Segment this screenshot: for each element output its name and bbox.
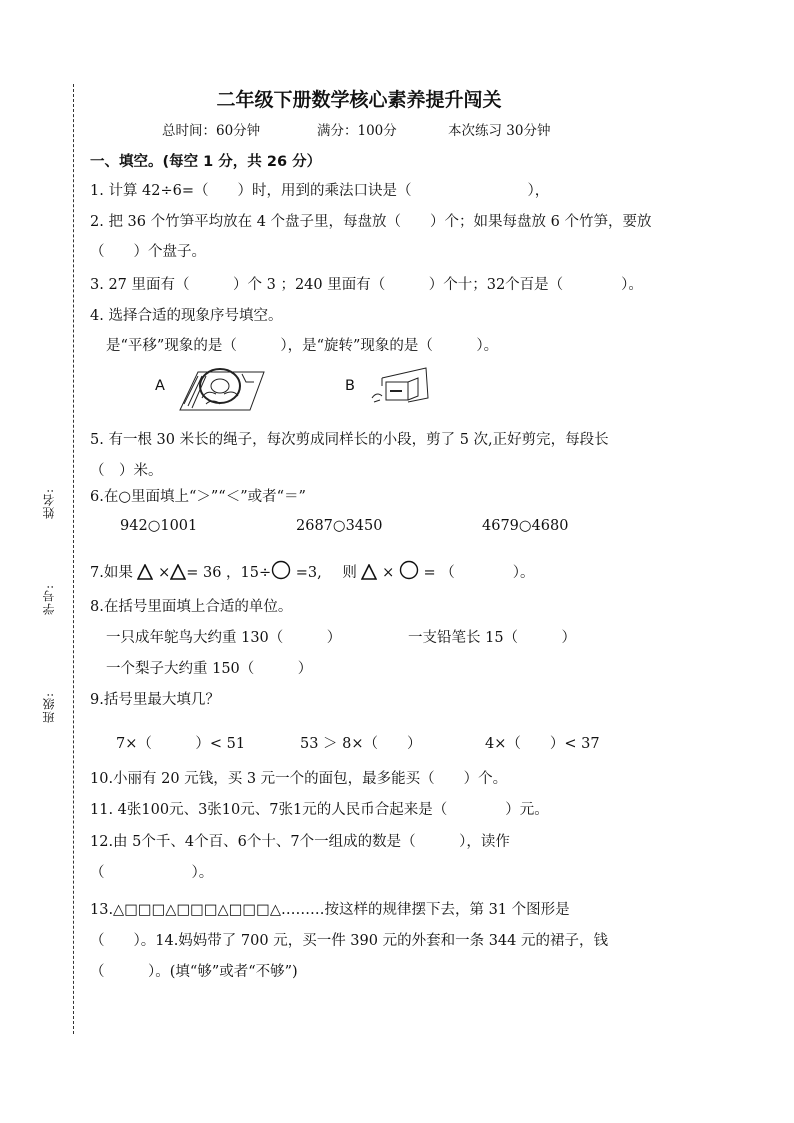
circle-icon (399, 560, 419, 580)
binding-dashed-line (73, 84, 74, 1034)
question-2-line1: 2. 把 36 个竹笋平均放在 4 个盘子里，每盘放（ ）个；如果每盘放 6 个竹笋，要放 (90, 214, 652, 230)
student-id-label: 学号: (42, 584, 56, 616)
compare-left-value: 942 (120, 518, 148, 534)
compare-item-2 (296, 518, 382, 534)
compare-circle[interactable]: ○ (518, 518, 532, 534)
q7-times-2: × (382, 565, 395, 581)
compare-right-value: 4680 (531, 518, 569, 534)
compare-item-3 (482, 518, 568, 534)
option-a-label: A (155, 378, 165, 394)
steering-wheel-image (176, 360, 266, 412)
full-score: 满分：100分 (317, 123, 397, 139)
compare-left-value: 4679 (482, 518, 519, 534)
question-14-line2: （ ）。(填“够”或者“不够”) (90, 964, 298, 980)
question-13-14-line: （ ）。14.妈妈带了 700 元，买一件 390 元的外套和一条 344 元的裙子，钱 (90, 933, 608, 949)
question-3: 3. 27 里面有（ ）个 3 ；240 里面有（ ）个十；32个百是（ ）。 (90, 277, 643, 293)
question-8a: 一只成年鸵鸟大约重 130（ ） (106, 630, 342, 646)
triangle-icon (361, 564, 377, 580)
question-4-blanks: 是“平移”现象的是（ ），是“旋转”现象的是（ ）。 (106, 338, 499, 354)
name-label: 姓名: (42, 488, 56, 520)
question-1: 1. 计算 42÷6=（ ）时，用到的乘法口诀是（ ）， (90, 183, 550, 199)
compare-right-value: 1001 (160, 518, 198, 534)
class-label: 班级: (42, 692, 56, 724)
triangle-icon (137, 564, 153, 580)
question-5-line2: （ ）米。 (90, 463, 163, 479)
compare-circle[interactable]: ○ (332, 518, 346, 534)
question-9c: 4×（ ）< 37 (485, 736, 600, 752)
question-6: 6.在○里面填上“＞”“＜”或者“＝” (90, 489, 306, 505)
question-9a: 7×（ ）< 51 (116, 736, 246, 752)
question-10: 10.小丽有 20 元钱，买 3 元一个的面包，最多能买（ ）个。 (90, 771, 508, 787)
option-b-label: B (345, 378, 355, 394)
section-heading: 一、填空。(每空 1 分，共 26 分） (90, 154, 322, 170)
q7-text-result: =3, (295, 565, 322, 581)
total-time: 总时间：60分钟 (162, 123, 261, 139)
compare-left-value: 2687 (296, 518, 333, 534)
q7-text-then: 则 (342, 565, 357, 581)
question-13-line1: 13.△□□□△□□□△□□□△………按这样的规律摆下去，第 31 个图形是 (90, 902, 570, 918)
question-8c: 一个梨子大约重 150（ ） (106, 661, 313, 677)
question-2-line2: （ ）个盘子。 (90, 244, 206, 260)
question-8: 8.在括号里面填上合适的单位。 (90, 599, 293, 615)
question-7 (90, 560, 534, 582)
q7-times: × (158, 565, 171, 581)
question-4: 4. 选择合适的现象序号填空。 (90, 308, 283, 324)
triangle-icon (170, 564, 186, 580)
question-12-line2: （ ）。 (90, 865, 214, 881)
question-12-line1: 12.由 5个千、4个百、6个十、7个一组成的数是（ ），读作 (90, 834, 510, 850)
question-8b: 一支铅笔长 15（ ） (408, 630, 577, 646)
compare-item-1 (120, 518, 197, 534)
compare-circle[interactable]: ○ (147, 518, 161, 534)
q7-answer-blank: = （ ）。 (423, 565, 535, 581)
question-9: 9.括号里最大填几？ (90, 692, 220, 708)
question-11: 11. 4张100元、3张10元、7张1元的人民币合起来是（ ）元。 (90, 802, 549, 818)
q7-text-if: 7.如果 (90, 565, 133, 581)
compare-right-value: 3450 (345, 518, 383, 534)
question-5-line1: 5. 有一根 30 米长的绳子，每次剪成同样长的小段，剪了 5 次,正好剪完，每段长 (90, 432, 609, 448)
q7-text-eq: = 36 ，15÷ (186, 565, 272, 581)
circle-icon (271, 560, 291, 580)
page-title: 二年级下册数学核心素养提升闯关 (216, 89, 502, 111)
drawer-image (368, 364, 434, 410)
practice-time: 本次练习 30分钟 (448, 123, 551, 139)
question-9b: 53 ＞ 8×（ ） (300, 736, 422, 752)
